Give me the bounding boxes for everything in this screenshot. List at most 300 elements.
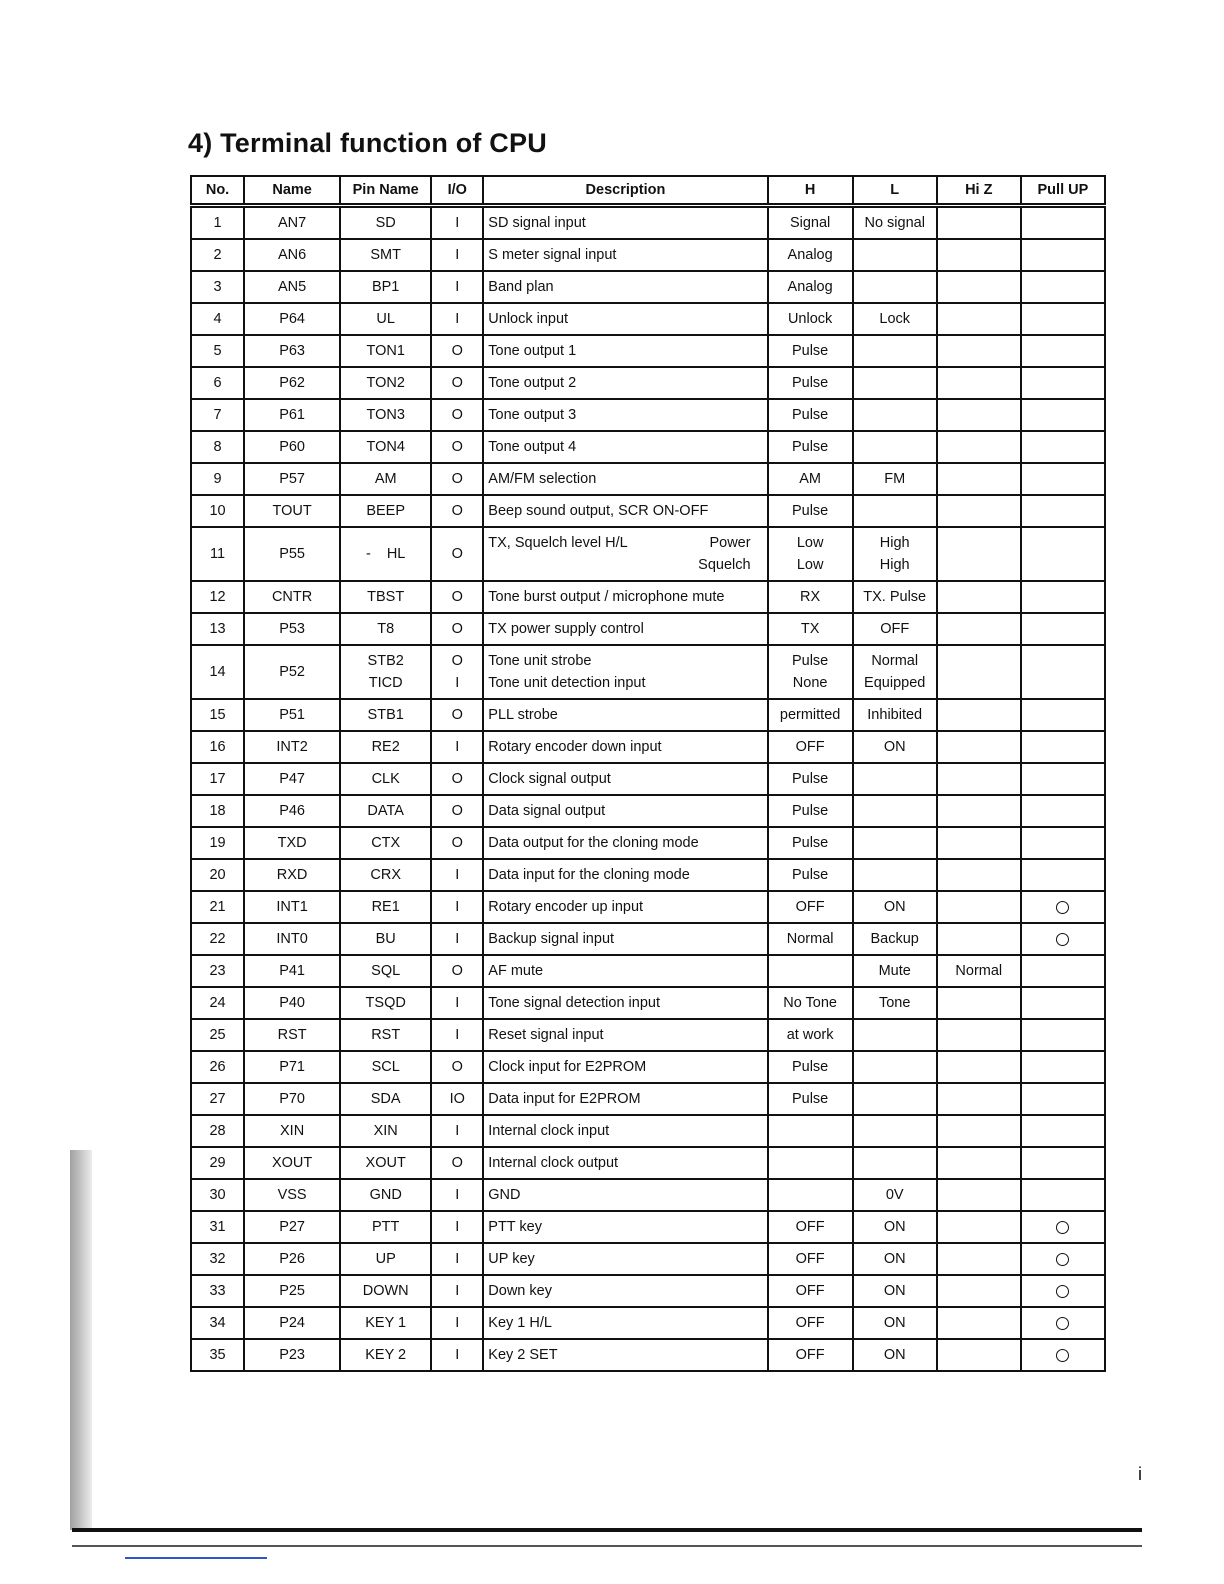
cell-description: AM/FM selection	[483, 463, 767, 495]
cell-pull-up	[1021, 859, 1105, 891]
cell-no: 1	[191, 206, 244, 240]
cell-h: TX	[768, 613, 853, 645]
table-row	[191, 1051, 1105, 1083]
cell-pull-up	[1021, 763, 1105, 795]
table-row	[191, 613, 1105, 645]
cell-l: ON	[853, 731, 937, 763]
cell-pin-name: SCL	[340, 1051, 431, 1083]
cell-l: Lock	[853, 303, 937, 335]
h-line-2: None	[792, 675, 828, 691]
table-row	[191, 431, 1105, 463]
cell-no: 21	[191, 891, 244, 923]
cell-l: ON	[853, 1275, 937, 1307]
header-io: I/O	[431, 176, 483, 206]
cell-pin-name: BEEP	[340, 495, 431, 527]
cell-pull-up	[1021, 527, 1105, 581]
cell-hi-z	[937, 399, 1021, 431]
cell-name: TXD	[244, 827, 340, 859]
table-row	[191, 271, 1105, 303]
cell-pin-name: TON2	[340, 367, 431, 399]
cell-h	[768, 1115, 853, 1147]
cell-pull-up	[1021, 367, 1105, 399]
header-pull-up: Pull UP	[1021, 176, 1105, 206]
cell-pin-name: GND	[340, 1179, 431, 1211]
cell-pull-up	[1021, 645, 1105, 699]
footer-rule	[72, 1528, 1142, 1532]
cell-l	[853, 1019, 937, 1051]
cell-hi-z	[937, 1275, 1021, 1307]
cell-hi-z	[937, 367, 1021, 399]
cell-l	[853, 399, 937, 431]
table-row	[191, 399, 1105, 431]
cell-description: Data output for the cloning mode	[483, 827, 767, 859]
cell-name: CNTR	[244, 581, 340, 613]
cell-name: P53	[244, 613, 340, 645]
cell-name: P70	[244, 1083, 340, 1115]
cell-description: Backup signal input	[483, 923, 767, 955]
cell-name: P63	[244, 335, 340, 367]
cell-no: 30	[191, 1179, 244, 1211]
cell-pull-up	[1021, 463, 1105, 495]
table-row	[191, 1211, 1105, 1243]
cell-l	[853, 1147, 937, 1179]
cell-h: OFF	[768, 1339, 853, 1371]
cell-l: ON	[853, 1307, 937, 1339]
cell-io: O	[431, 827, 483, 859]
cell-h: at work	[768, 1019, 853, 1051]
cell-h: RX	[768, 581, 853, 613]
cell-description: Unlock input	[483, 303, 767, 335]
cell-io: O	[431, 431, 483, 463]
cell-pull-up	[1021, 1019, 1105, 1051]
cell-io: I	[431, 303, 483, 335]
desc-sub-power: Power	[709, 535, 751, 551]
cell-l	[853, 795, 937, 827]
cell-pull-up	[1021, 239, 1105, 271]
cell-name: P24	[244, 1307, 340, 1339]
cell-no: 6	[191, 367, 244, 399]
cell-hi-z	[937, 1307, 1021, 1339]
cell-hi-z	[937, 987, 1021, 1019]
cell-l: Backup	[853, 923, 937, 955]
cell-l: No signal	[853, 206, 937, 240]
desc-line-1: Tone unit strobe	[488, 653, 592, 669]
cell-no: 7	[191, 399, 244, 431]
cell-pull-up	[1021, 1147, 1105, 1179]
cell-h: Pulse	[768, 367, 853, 399]
cell-no: 12	[191, 581, 244, 613]
cell-name: P51	[244, 699, 340, 731]
cell-pull-up	[1021, 581, 1105, 613]
cell-name: P47	[244, 763, 340, 795]
cell-no: 20	[191, 859, 244, 891]
cell-io: I	[431, 1019, 483, 1051]
cell-pull-up	[1021, 399, 1105, 431]
cell-pin-name: UP	[340, 1243, 431, 1275]
cell-h: OFF	[768, 1211, 853, 1243]
cell-l	[853, 527, 937, 581]
cell-pin-name: RE1	[340, 891, 431, 923]
cell-name: P52	[244, 645, 340, 699]
cell-name: AN6	[244, 239, 340, 271]
cell-pin-name: BU	[340, 923, 431, 955]
table-row	[191, 1275, 1105, 1307]
cell-hi-z	[937, 1147, 1021, 1179]
cell-hi-z	[937, 1211, 1021, 1243]
cell-description: Reset signal input	[483, 1019, 767, 1051]
cell-name: P41	[244, 955, 340, 987]
cell-no: 14	[191, 645, 244, 699]
cell-name: INT1	[244, 891, 340, 923]
cell-no: 19	[191, 827, 244, 859]
cell-hi-z	[937, 431, 1021, 463]
cell-no: 32	[191, 1243, 244, 1275]
cell-description: PTT key	[483, 1211, 767, 1243]
cell-io: O	[431, 367, 483, 399]
cell-hi-z	[937, 206, 1021, 240]
cell-h: OFF	[768, 891, 853, 923]
cell-pin-name: SMT	[340, 239, 431, 271]
cell-h: OFF	[768, 1275, 853, 1307]
pull-up-circle-icon	[1056, 933, 1069, 946]
pull-up-circle-icon	[1056, 901, 1069, 914]
table-row	[191, 239, 1105, 271]
cell-io: I	[431, 1211, 483, 1243]
cell-hi-z	[937, 1115, 1021, 1147]
cell-hi-z	[937, 1339, 1021, 1371]
cell-io: O	[431, 613, 483, 645]
cell-no: 31	[191, 1211, 244, 1243]
table-row	[191, 1307, 1105, 1339]
cell-no: 18	[191, 795, 244, 827]
cell-l	[853, 495, 937, 527]
cell-h	[768, 527, 853, 581]
cell-io: I	[431, 891, 483, 923]
table-row-11	[191, 527, 1105, 581]
cell-no: 13	[191, 613, 244, 645]
cell-name: AN7	[244, 206, 340, 240]
cell-no: 8	[191, 431, 244, 463]
cell-l	[853, 827, 937, 859]
cell-io: O	[431, 581, 483, 613]
cell-name: TOUT	[244, 495, 340, 527]
table-row	[191, 581, 1105, 613]
table-row	[191, 795, 1105, 827]
cell-description: S meter signal input	[483, 239, 767, 271]
table-row	[191, 1115, 1105, 1147]
cell-io: O	[431, 763, 483, 795]
cell-h: Analog	[768, 239, 853, 271]
cell-description: Data input for E2PROM	[483, 1083, 767, 1115]
cell-description: TX power supply control	[483, 613, 767, 645]
cell-io: I	[431, 1179, 483, 1211]
cell-description: GND	[483, 1179, 767, 1211]
table-row	[191, 335, 1105, 367]
cell-pin-name: TON4	[340, 431, 431, 463]
io-line-2: I	[455, 675, 460, 691]
cell-pin-name: BP1	[340, 271, 431, 303]
cell-pin-name: KEY 1	[340, 1307, 431, 1339]
cell-description: Tone output 4	[483, 431, 767, 463]
cell-description	[483, 645, 767, 699]
cell-l: Mute	[853, 955, 937, 987]
cell-hi-z	[937, 463, 1021, 495]
cell-pull-up	[1021, 335, 1105, 367]
cell-hi-z	[937, 335, 1021, 367]
cell-description: Internal clock input	[483, 1115, 767, 1147]
header-no: No.	[191, 176, 244, 206]
cell-pull-up	[1021, 431, 1105, 463]
cell-io: IO	[431, 1083, 483, 1115]
cell-pull-up	[1021, 1307, 1105, 1339]
cell-hi-z	[937, 495, 1021, 527]
pull-up-circle-icon	[1056, 1349, 1069, 1362]
cell-pull-up	[1021, 1083, 1105, 1115]
table-row	[191, 763, 1105, 795]
table-row-14	[191, 645, 1105, 699]
cell-io: I	[431, 987, 483, 1019]
l-line-1: High	[879, 535, 910, 551]
cell-h: Pulse	[768, 1083, 853, 1115]
cell-name: AN5	[244, 271, 340, 303]
cell-hi-z	[937, 827, 1021, 859]
page-title: 4) Terminal function of CPU	[188, 128, 547, 158]
cell-pin-name: TON3	[340, 399, 431, 431]
table-header-row	[191, 176, 1105, 206]
cell-l	[853, 645, 937, 699]
cell-description: Internal clock output	[483, 1147, 767, 1179]
cell-hi-z	[937, 645, 1021, 699]
table-row	[191, 699, 1105, 731]
cell-l: TX. Pulse	[853, 581, 937, 613]
cell-h: Pulse	[768, 335, 853, 367]
cell-hi-z	[937, 1179, 1021, 1211]
cell-io: I	[431, 731, 483, 763]
cell-name: INT2	[244, 731, 340, 763]
header-h: H	[768, 176, 853, 206]
cell-io: I	[431, 271, 483, 303]
cell-name: P23	[244, 1339, 340, 1371]
header-description: Description	[483, 176, 767, 206]
cell-no: 17	[191, 763, 244, 795]
cell-pull-up	[1021, 1115, 1105, 1147]
cell-name: RXD	[244, 859, 340, 891]
cell-pull-up	[1021, 613, 1105, 645]
header-name: Name	[244, 176, 340, 206]
cell-no: 5	[191, 335, 244, 367]
l-line-1: Normal	[871, 653, 919, 669]
cell-pull-up	[1021, 1275, 1105, 1307]
cell-l	[853, 1083, 937, 1115]
cell-hi-z	[937, 1019, 1021, 1051]
cell-l	[853, 1115, 937, 1147]
cell-io: I	[431, 1307, 483, 1339]
cell-pull-up	[1021, 795, 1105, 827]
cell-name: RST	[244, 1019, 340, 1051]
cell-h: Unlock	[768, 303, 853, 335]
cell-description	[483, 527, 767, 581]
cell-l	[853, 431, 937, 463]
cell-pin-name: XIN	[340, 1115, 431, 1147]
cell-description: Down key	[483, 1275, 767, 1307]
h-line-1: Pulse	[791, 653, 829, 669]
cell-l: ON	[853, 1211, 937, 1243]
cell-io: I	[431, 1115, 483, 1147]
desc-sub-squelch: Squelch	[698, 557, 751, 573]
cell-h: Pulse	[768, 763, 853, 795]
cell-l	[853, 271, 937, 303]
footer-rule-thin	[72, 1545, 1142, 1547]
cell-pin-name: PTT	[340, 1211, 431, 1243]
cell-pull-up	[1021, 1243, 1105, 1275]
cell-description: Tone output 1	[483, 335, 767, 367]
pin-prefix: -	[365, 546, 371, 562]
cell-hi-z	[937, 923, 1021, 955]
cell-io: I	[431, 206, 483, 240]
cell-l: ON	[853, 1243, 937, 1275]
cell-h: Signal	[768, 206, 853, 240]
cell-pin-name: TBST	[340, 581, 431, 613]
cell-description: Key 2 SET	[483, 1339, 767, 1371]
cell-no: 35	[191, 1339, 244, 1371]
cell-pin-name	[340, 527, 431, 581]
cell-no: 3	[191, 271, 244, 303]
cell-name: P62	[244, 367, 340, 399]
pin-line-2: TICD	[368, 675, 403, 691]
cell-description: Clock input for E2PROM	[483, 1051, 767, 1083]
cell-hi-z	[937, 271, 1021, 303]
cell-no: 22	[191, 923, 244, 955]
table-row	[191, 206, 1105, 240]
cell-h: OFF	[768, 731, 853, 763]
cell-pin-name: CLK	[340, 763, 431, 795]
cell-h	[768, 955, 853, 987]
cell-hi-z	[937, 731, 1021, 763]
cell-pin-name: RST	[340, 1019, 431, 1051]
cell-name: P27	[244, 1211, 340, 1243]
cell-pin-name: SDA	[340, 1083, 431, 1115]
cell-io: O	[431, 699, 483, 731]
table-row	[191, 303, 1105, 335]
table-row	[191, 923, 1105, 955]
cell-no: 26	[191, 1051, 244, 1083]
table-row	[191, 367, 1105, 399]
cell-description: Data signal output	[483, 795, 767, 827]
pull-up-circle-icon	[1056, 1317, 1069, 1330]
cell-io: O	[431, 1051, 483, 1083]
cell-pull-up	[1021, 955, 1105, 987]
cell-description: Band plan	[483, 271, 767, 303]
cell-description: Tone burst output / microphone mute	[483, 581, 767, 613]
cell-no: 11	[191, 527, 244, 581]
table-row	[191, 859, 1105, 891]
cell-l	[853, 859, 937, 891]
cell-l: ON	[853, 1339, 937, 1371]
cell-description: Rotary encoder up input	[483, 891, 767, 923]
cell-name: P25	[244, 1275, 340, 1307]
cell-hi-z	[937, 699, 1021, 731]
cell-pin-name: SD	[340, 206, 431, 240]
cell-hi-z	[937, 303, 1021, 335]
cell-no: 10	[191, 495, 244, 527]
cell-pull-up	[1021, 731, 1105, 763]
cell-description: Rotary encoder down input	[483, 731, 767, 763]
cell-no: 16	[191, 731, 244, 763]
cell-pin-name: XOUT	[340, 1147, 431, 1179]
cell-name: P57	[244, 463, 340, 495]
cell-no: 33	[191, 1275, 244, 1307]
cell-no: 27	[191, 1083, 244, 1115]
cell-pull-up	[1021, 1339, 1105, 1371]
table-row	[191, 1243, 1105, 1275]
h-line-1: Low	[796, 535, 824, 551]
cell-pin-name: KEY 2	[340, 1339, 431, 1371]
pull-up-circle-icon	[1056, 1221, 1069, 1234]
cell-h: Pulse	[768, 827, 853, 859]
cell-no: 34	[191, 1307, 244, 1339]
cell-no: 2	[191, 239, 244, 271]
cell-pin-name: CRX	[340, 859, 431, 891]
cell-h: Pulse	[768, 859, 853, 891]
cell-pull-up	[1021, 987, 1105, 1019]
cell-h: Normal	[768, 923, 853, 955]
cell-io: O	[431, 795, 483, 827]
cell-l	[853, 1051, 937, 1083]
cell-h: No Tone	[768, 987, 853, 1019]
cell-io: I	[431, 1275, 483, 1307]
cell-no: 25	[191, 1019, 244, 1051]
cell-description: UP key	[483, 1243, 767, 1275]
cell-pull-up	[1021, 1211, 1105, 1243]
terminal-function-table	[190, 175, 1106, 1372]
cell-h: permitted	[768, 699, 853, 731]
table-row	[191, 955, 1105, 987]
cell-pin-name: TSQD	[340, 987, 431, 1019]
cell-name: XIN	[244, 1115, 340, 1147]
cell-io: I	[431, 923, 483, 955]
cell-io: O	[431, 335, 483, 367]
cell-name: INT0	[244, 923, 340, 955]
cell-l	[853, 763, 937, 795]
desc-line-2: Tone unit detection input	[488, 675, 646, 691]
page-mark: i	[1138, 1464, 1142, 1484]
cell-pin-name: UL	[340, 303, 431, 335]
cell-hi-z	[937, 527, 1021, 581]
cell-h: Pulse	[768, 495, 853, 527]
cell-l: Inhibited	[853, 699, 937, 731]
cell-name: P26	[244, 1243, 340, 1275]
table-row	[191, 891, 1105, 923]
cell-h: Analog	[768, 271, 853, 303]
cell-hi-z	[937, 239, 1021, 271]
table-row	[191, 1019, 1105, 1051]
cell-no: 24	[191, 987, 244, 1019]
cell-pin-name	[340, 645, 431, 699]
cell-io	[431, 645, 483, 699]
cell-name: VSS	[244, 1179, 340, 1211]
cell-io: O	[431, 463, 483, 495]
cell-h: Pulse	[768, 795, 853, 827]
cell-no: 23	[191, 955, 244, 987]
cell-no: 29	[191, 1147, 244, 1179]
cell-io: I	[431, 859, 483, 891]
cell-io: I	[431, 1339, 483, 1371]
desc-main: TX, Squelch level H/L	[488, 535, 628, 551]
cell-h: AM	[768, 463, 853, 495]
cell-l: 0V	[853, 1179, 937, 1211]
cell-pin-name: T8	[340, 613, 431, 645]
cell-io: O	[431, 955, 483, 987]
